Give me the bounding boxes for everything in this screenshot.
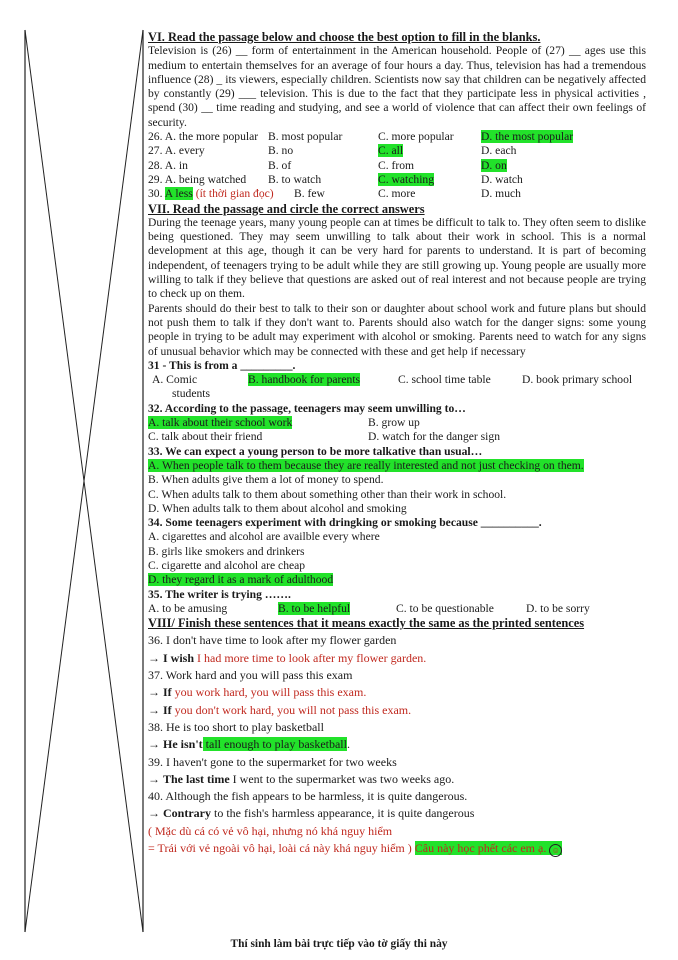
q30-option-b: B. few: [294, 187, 325, 201]
question-32-row-2: [148, 430, 646, 444]
q30-option-d: D. much: [481, 187, 521, 201]
q37-answer-2: → If you don't work hard, you will not pass this exam.: [148, 702, 412, 717]
q34-option-d-answer: D. they regard it as a mark of adulthood: [148, 573, 334, 587]
q40-translation-note-2: = Trái với vẻ ngoài vô hại, loài cá này khá nguy hiểm ) Câu này học phết các em ạ. ☺: [148, 841, 646, 857]
q40-prompt: 40. Although the fish appears to be harmless, it is quite dangerous.: [148, 789, 468, 804]
question-35: [148, 602, 646, 616]
q30-option-c: C. more: [378, 187, 416, 201]
q32-option-c: C. talk about their friend: [148, 430, 263, 444]
q36-prompt: 36. I don't have time to look after my flower garden: [148, 633, 397, 648]
question-27: [148, 144, 646, 158]
q26-option-d-answer: D. the most popular: [481, 130, 574, 144]
q30-number: 30.: [148, 187, 163, 201]
arrow-icon: →: [148, 702, 160, 717]
q27-option-d: D. each: [481, 144, 517, 158]
q27-option-b: B. no: [268, 144, 294, 158]
q37-prompt: 37. Work hard and you will pass this exam: [148, 668, 353, 683]
q32-stem: 32. According to the passage, teenagers may seem unwilling to…: [148, 401, 466, 415]
q29-option-c-answer: C. watching: [378, 172, 435, 186]
q34-stem: 34. Some teenagers experiment with dringking or smoking because __________.: [148, 516, 542, 530]
arrow-icon: →: [148, 771, 160, 786]
q35-option-c: C. to be questionable: [396, 601, 494, 615]
q26-option-c: C. more popular: [378, 130, 454, 144]
footer-instruction: Thí sinh làm bài trực tiếp vào tờ giấy thi này: [230, 938, 448, 950]
q36-answer: → I wish I had more time to look after my flower garden.: [148, 650, 427, 665]
q35-option-a: A. to be amusing: [148, 601, 228, 615]
q35-option-d: D. to be sorry: [526, 601, 590, 615]
q30-option-a-answer: A less: [164, 187, 193, 201]
q32-option-d: D. watch for the danger sign: [368, 430, 500, 444]
q33-option-a-answer: A. When people talk to them because they are really interested and not just checking on them.: [148, 458, 584, 472]
q29-option-b: B. to watch: [268, 172, 322, 186]
arrow-icon: →: [148, 685, 160, 700]
q39-answer: → The last time I went to the supermarket was two weeks ago.: [148, 771, 455, 786]
section-6-passage: Television is (26) __ form of entertainment in the American household. People of (27) __ ages use this medium to entertain themselves for an average of four hours a day. Thus, television has had a tremendous influence (28) _ its viewers, especially children. Scientists now say that children can be negatively affected by constantly (29) ___ television. This is due to the fact that they participate less in physical activities , spend (30) __ time reading and studying, and see a world of violence that can affect their own feelings of security.: [148, 44, 646, 129]
q26-option-a: 26. A. the more popular: [148, 130, 259, 144]
question-29: [148, 173, 646, 187]
q27-option-c-answer: C. all: [378, 144, 404, 158]
q33-stem: 33. We can expect a young person to be more talkative than usual…: [148, 444, 483, 458]
q33-option-d: D. When adults talk to them about alcohol and smoking: [148, 501, 407, 515]
q34-option-a: A. cigarettes and alcohol are availble every where: [148, 530, 380, 544]
page-margin-cross: [0, 0, 145, 960]
q34-option-c: C. cigarette and alcohol are cheap: [148, 558, 306, 572]
q31-option-a-cont: students: [172, 387, 211, 401]
q31-option-a: A. Comic: [152, 373, 198, 387]
q26-option-b: B. most popular: [268, 130, 343, 144]
section-7-paragraph-1: During the teenage years, many young people can at times be difficult to talk to. They often seem to dislike being questioned. They may seem unwilling to talk about their work in school. This is a normal development at this age, though it can be very hard for parents to understand. It is part of becoming independent, of teenagers trying to be adult while they are still growing up. Young people are usually more willing to talk if they believe that questions are asked out of real interest and not because people are trying to check up on them.: [148, 215, 646, 301]
q40-answer: → Contrary to the fish's harmless appearance, it is quite dangerous: [148, 806, 475, 821]
section-6-header: VI. Read the passage below and choose the best option to fill in the blanks.: [148, 30, 541, 44]
q28-option-d-answer: D. on: [481, 158, 507, 172]
q39-prompt: 39. I haven't gone to the supermarket for two weeks: [148, 754, 397, 769]
q30-note: (ít thời gian đọc): [195, 187, 274, 201]
q33-option-b: B. When adults give them a lot of money to spend.: [148, 473, 384, 487]
q31-option-c: C. school time table: [398, 373, 491, 387]
q37-answer-1: → If you work hard, you will pass this exam.: [148, 685, 367, 700]
arrow-icon: →: [148, 650, 160, 665]
q27-option-a: 27. A. every: [148, 144, 205, 158]
teacher-comment: Câu này học phết các em ạ. ☺: [415, 841, 563, 855]
q28-option-a: 28. A. in: [148, 158, 188, 172]
q34-option-b: B. girls like smokers and drinkers: [148, 544, 305, 558]
exam-page: [148, 30, 646, 860]
q38-prompt: 38. He is too short to play basketball: [148, 719, 324, 734]
section-7-header: VII. Read the passage and circle the correct answers: [148, 201, 425, 216]
arrow-icon: →: [148, 806, 160, 821]
q31-option-b-answer: B. handbook for parents: [248, 373, 361, 387]
q40-translation-note-1: ( Mặc dù cá có vẻ vô hại, nhưng nó khá nguy hiểm: [148, 823, 393, 838]
q38-answer: → He isn't tall enough to play basketball.: [148, 737, 350, 752]
question-26: [148, 130, 646, 144]
q35-stem: 35. The writer is trying …….: [148, 587, 291, 601]
smiley-icon: ☺: [549, 844, 562, 857]
section-8-header: VIII/ Finish these sentences that it means exactly the same as the printed sentences: [148, 616, 585, 631]
question-32-row-1: [148, 416, 646, 430]
arrow-icon: →: [148, 737, 160, 752]
q29-option-a: 29. A. being watched: [148, 172, 247, 186]
question-31: [148, 373, 646, 387]
question-28: [148, 159, 646, 173]
q33-option-c: C. When adults talk to them about something other than their work in school.: [148, 487, 507, 501]
q31-stem: 31 - This is from a _________.: [148, 358, 296, 372]
q29-option-d: D. watch: [481, 172, 523, 186]
q32-option-a-answer: A. talk about their school work: [148, 416, 293, 430]
section-7-paragraph-2: Parents should do their best to talk to their son or daughter about school work and future plans but should not push them to talk if they don't want to. Parents should also watch for the danger signs: some young people in trying to be adult may experiment with alcohol or smoking. Parents need to watch for any signs of unusual behavior which may be connected with these and get help if necessary: [148, 301, 646, 358]
q31-option-d: D. book primary school: [522, 373, 633, 387]
q32-option-b: B. grow up: [368, 416, 420, 430]
q28-option-b: B. of: [268, 158, 292, 172]
q28-option-c: C. from: [378, 158, 415, 172]
question-30: [148, 187, 646, 201]
q35-option-b-answer: B. to be helpful: [278, 601, 351, 615]
